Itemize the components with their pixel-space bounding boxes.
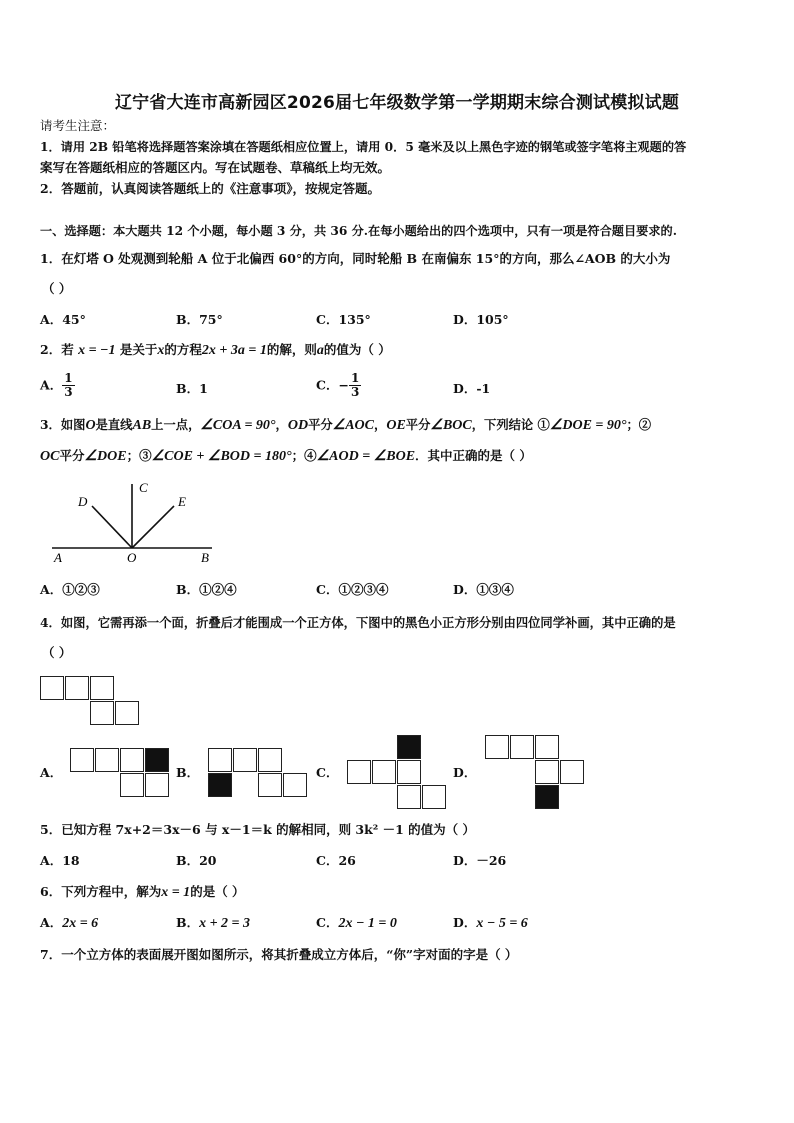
- q2-math-1: x = −1: [78, 343, 116, 358]
- q6-option-d-eq: x − 5 = 6: [476, 916, 528, 931]
- net-square: [65, 676, 89, 700]
- section-heading: 一、选择题：本大题共 12 个小题，每小题 3 分，共 36 分.在每小题给出的四个选项中，只有一项是符合题目要求的.: [40, 224, 677, 238]
- q3-math: OD: [287, 418, 309, 433]
- net-square: [258, 748, 282, 772]
- q4-option-b-label[interactable]: B．: [176, 765, 200, 780]
- q2-text-2: 是关于: [119, 342, 158, 357]
- q4-option-b-net[interactable]: [208, 748, 310, 798]
- q3-math: ∠COA = 90°: [200, 418, 276, 433]
- q2-option-b[interactable]: B．1: [176, 381, 208, 396]
- net-square: [258, 773, 282, 797]
- q3-text: ，下列结论 ①: [471, 417, 550, 432]
- question-2-stem: [40, 342, 391, 359]
- net-square: [485, 735, 509, 759]
- question-4-stem: 4．如图，它需再添一个面，折叠后才能围成一个正方体，下图中的黑色小正方形分别由四位同学补画，其中正确的是: [40, 615, 676, 630]
- question-3-stem-line-2: [40, 448, 532, 465]
- q3-math: O: [85, 418, 96, 433]
- added-black-square: [145, 748, 169, 772]
- q2-option-d[interactable]: D．-1: [453, 381, 491, 396]
- q6-option-c-label: C．: [316, 915, 339, 930]
- q1-option-d[interactable]: D．105°: [453, 312, 509, 327]
- q3-text: ；②: [626, 417, 652, 432]
- question-3-stem-line-1: [40, 417, 651, 434]
- net-square: [422, 785, 446, 809]
- notice-line-1b: 案写在答题纸相应的答题区内。写在试题卷、草稿纸上均无效。: [40, 160, 391, 175]
- q3-option-a[interactable]: A．①②③: [40, 582, 100, 597]
- net-square: [372, 760, 396, 784]
- q3-text: 平分: [59, 448, 85, 463]
- q3-option-b[interactable]: B．①②④: [176, 582, 237, 597]
- question-1-paren: （ ）: [42, 281, 72, 296]
- q3-math: ∠DOE = 90°: [549, 418, 627, 433]
- fraction-numerator: 1: [64, 371, 73, 385]
- added-black-square: [397, 735, 421, 759]
- q6-option-a[interactable]: [40, 915, 98, 932]
- label-b: B: [201, 550, 209, 565]
- q3-math: OE: [386, 418, 406, 433]
- q3-math: AB: [132, 418, 152, 433]
- net-square: [535, 735, 559, 759]
- label-a: A: [54, 550, 62, 565]
- net-square: [535, 760, 559, 784]
- q3-text: ；④: [291, 448, 317, 463]
- added-black-square: [535, 785, 559, 809]
- q6-option-b-eq: x + 2 = 3: [199, 916, 251, 931]
- q2-math-4: a: [316, 343, 324, 358]
- q2-option-c-label: C．−: [316, 377, 349, 393]
- q1-option-b[interactable]: B．75°: [176, 312, 223, 327]
- q4-option-a-net[interactable]: [70, 748, 172, 798]
- q1-option-a[interactable]: A．45°: [40, 312, 86, 327]
- net-square: [90, 701, 114, 725]
- q3-text: ，: [374, 417, 387, 432]
- net-square: [70, 748, 94, 772]
- notice-line-1a: 1．请用 2B 铅笔将选择题答案涂填在答题纸相应位置上，请用 0．5 毫米及以上黑色字迹的钢笔或签字笔将主观题的答: [40, 140, 687, 154]
- q3-text: ．其中正确的是（ ）: [415, 448, 532, 463]
- q2-math-3: 2x + 3a = 1: [201, 343, 267, 358]
- q3-option-d[interactable]: D．①③④: [453, 582, 514, 597]
- q4-option-c-label[interactable]: C．: [316, 765, 339, 780]
- question-6-stem: [40, 884, 245, 901]
- q2-text-1: 2．若: [40, 342, 74, 357]
- net-square: [120, 748, 144, 772]
- net-square: [208, 748, 232, 772]
- ray-od: [92, 506, 132, 548]
- question-1-stem: 1．在灯塔 O 处观测到轮船 A 位于北偏西 60°的方向，同时轮船 B 在南偏东 15°的方向，那么∠AOB 的大小为: [40, 251, 671, 266]
- q3-math: ∠DOE: [84, 449, 127, 464]
- q3-text: 上一点，: [151, 417, 201, 432]
- net-square: [560, 760, 584, 784]
- q3-option-c[interactable]: C．①②③④: [316, 582, 389, 597]
- q3-math: OC: [40, 449, 60, 464]
- q6-option-a-label: A．: [40, 915, 63, 930]
- label-o: O: [127, 550, 137, 565]
- q2-option-c[interactable]: [316, 372, 361, 399]
- q4-option-a-label[interactable]: A．: [40, 765, 63, 780]
- q5-option-a[interactable]: A．18: [40, 853, 80, 868]
- net-square: [397, 785, 421, 809]
- angle-figure: [48, 476, 218, 568]
- q4-option-c-net[interactable]: [347, 735, 449, 810]
- q6-option-b[interactable]: [176, 915, 250, 932]
- q2-option-a-label: A．: [40, 377, 63, 393]
- net-square: [95, 748, 119, 772]
- q3-math: ∠AOD = ∠BOE: [316, 449, 416, 464]
- page-title: 辽宁省大连市高新园区2026届七年级数学第一学期期末综合测试模拟试题: [114, 93, 680, 113]
- q6-option-d-label: D．: [453, 915, 477, 930]
- net-square: [145, 773, 169, 797]
- q2-text-4: 的解，则: [266, 342, 317, 357]
- q2-option-c-fraction: [349, 372, 361, 399]
- q4-option-d-net[interactable]: [485, 735, 587, 810]
- q4-base-net: [40, 676, 142, 726]
- net-square: [283, 773, 307, 797]
- notice-heading: 请考生注意：: [40, 118, 116, 133]
- q1-option-c[interactable]: C．135°: [316, 312, 371, 327]
- label-d: D: [78, 494, 88, 509]
- q2-text-5: 的值为（ ）: [323, 342, 391, 357]
- q3-text: 是直线: [95, 417, 133, 432]
- q3-text: ，: [275, 417, 288, 432]
- question-4-paren: （ ）: [42, 645, 72, 660]
- q3-text: 平分: [308, 417, 333, 432]
- question-5-stem: 5．已知方程 7x+2＝3x－6 与 x－1＝k 的解相同，则 3k² －1 的值为（ ）: [40, 822, 476, 837]
- q5-option-c[interactable]: C．26: [316, 853, 356, 868]
- net-square: [120, 773, 144, 797]
- q3-math: ∠BOC: [430, 418, 472, 433]
- net-square: [233, 748, 257, 772]
- net-square: [90, 676, 114, 700]
- q6-text-2: 的是（ ）: [190, 884, 245, 899]
- q2-math-2: x: [157, 343, 165, 358]
- fraction-numerator: 1: [350, 371, 360, 385]
- net-square: [397, 760, 421, 784]
- q6-option-c-eq: 2x − 1 = 0: [338, 916, 397, 931]
- q2-text-3: 的方程: [164, 342, 202, 357]
- net-square: [40, 676, 64, 700]
- q3-text: 平分: [405, 417, 431, 432]
- q2-option-a-fraction: [62, 372, 74, 399]
- added-black-square: [208, 773, 232, 797]
- label-e: E: [178, 494, 186, 509]
- fraction-denominator: 3: [64, 385, 73, 399]
- q6-math: x = 1: [161, 885, 191, 900]
- q6-option-d[interactable]: [453, 915, 528, 932]
- q2-option-a[interactable]: [40, 372, 75, 399]
- q4-option-d-label[interactable]: D．: [453, 765, 477, 780]
- q6-option-b-label: B．: [176, 915, 200, 930]
- ray-oe: [132, 506, 174, 548]
- notice-line-2: 2．答题前，认真阅读答题纸上的《注意事项》，按规定答题。: [40, 181, 380, 196]
- fraction-denominator: 3: [350, 385, 360, 399]
- q3-math: ∠COE + ∠BOD = 180°: [151, 449, 292, 464]
- net-square: [510, 735, 534, 759]
- q6-option-c[interactable]: [316, 915, 397, 932]
- q5-option-b[interactable]: B．20: [176, 853, 217, 868]
- q6-text-1: 6．下列方程中，解为: [40, 884, 162, 899]
- q3-text: 3．如图: [40, 417, 86, 432]
- q6-option-a-eq: 2x = 6: [62, 916, 99, 931]
- question-7-stem: 7．一个立方体的表面展开图如图所示，将其折叠成立方体后，“你”字对面的字是（ ）: [40, 947, 518, 962]
- q5-option-d[interactable]: D．－26: [453, 853, 507, 868]
- net-square: [115, 701, 139, 725]
- q3-text: ；③: [126, 448, 152, 463]
- label-c: C: [139, 480, 148, 495]
- q3-math: ∠AOC: [332, 418, 375, 433]
- net-square: [347, 760, 371, 784]
